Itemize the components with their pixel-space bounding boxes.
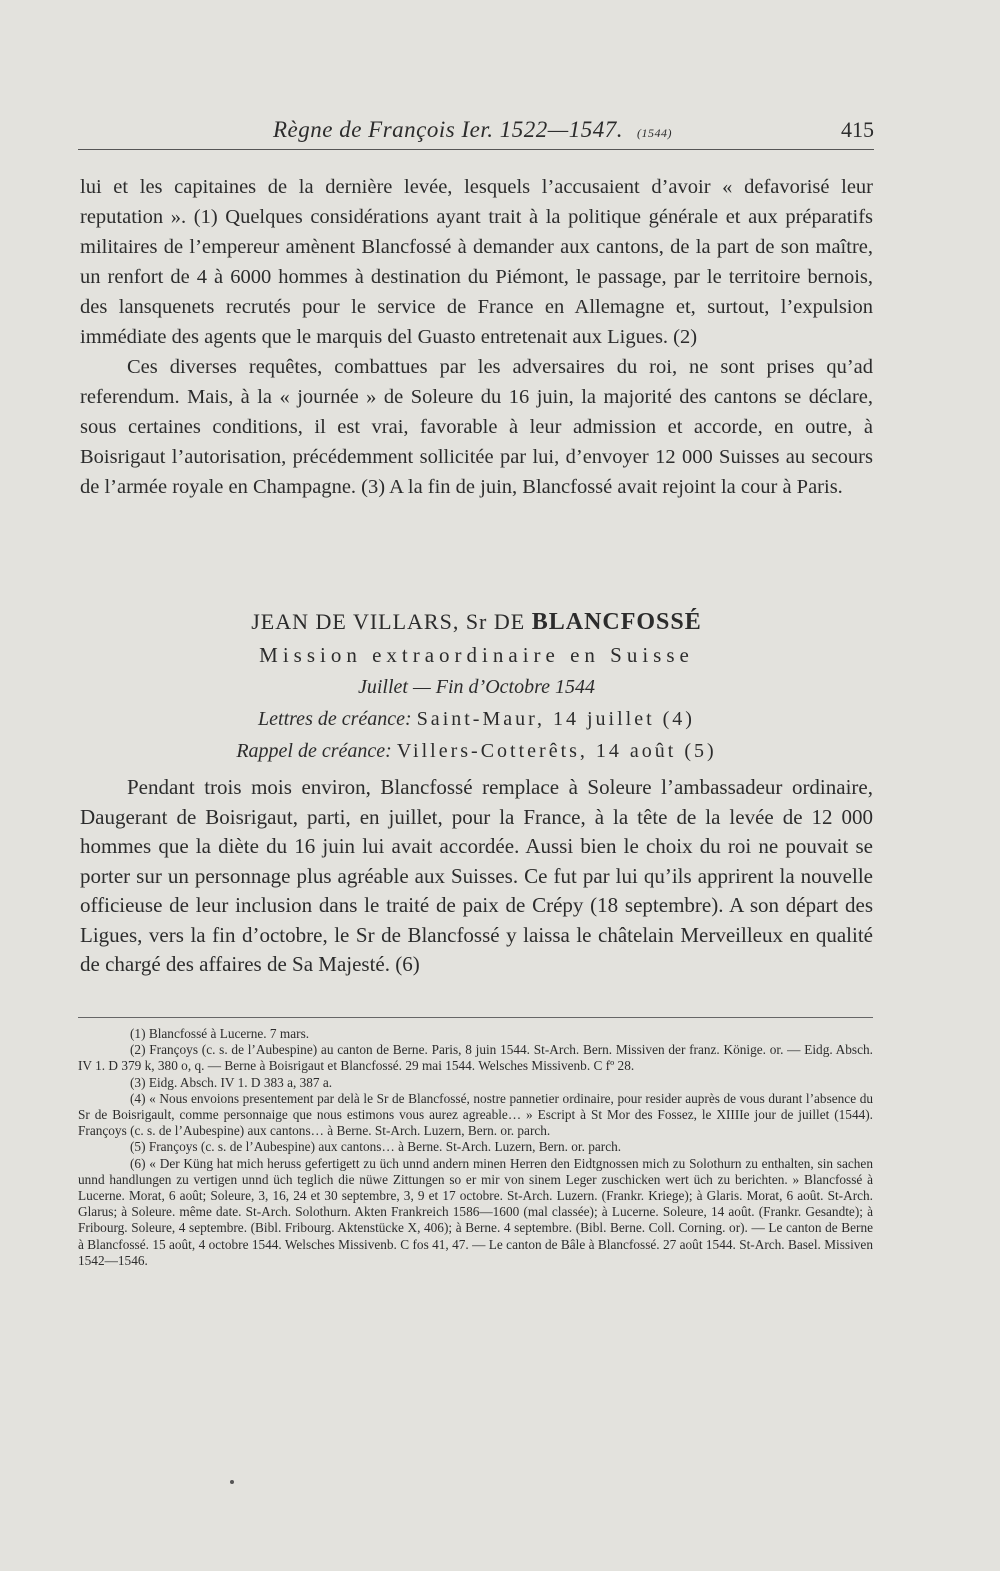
rappel-de-creance	[80, 735, 873, 767]
running-title-text: Règne de François Ier. 1522—1547.	[273, 117, 623, 142]
footnote: (3) Eidg. Absch. IV 1. D 383 a, 387 a.	[130, 1074, 333, 1090]
running-year: (1544)	[636, 126, 672, 140]
footnote: (6) « Der Küng hat mich heruss gefertigett zu üch unnd andern minen Herren den Eidtgnossen mich zu Solothurn zu enthalten, sin sachen unnd handlungen zu vertigen unnd üch teglich die nüwe Zittungen so er mir von sinem Leger zuschicken wert üch zu berichten. » Blancfossé à Lucerne. Morat, 6 août; Soleure, 3, 16, 24 et 30 septembre, 3, 9 et 17 octobre. St-Arch. Luzern. (Frankr. Kriege); à Glaris. Morat, 6 août. St-Arch. Glarus; à Soleure. même date. St-Arch. Solothurn. Akten Frankreich 1586—1600 (mal classée); à Lucerne. Soleure, 14 août. (Frankr. Gesandte); à Fribourg. Soleure, 4 septembre. (Bibl. Fribourg. Aktenstücke X, 406); à Berne. 4 septembre. (Bibl. Berne. Coll. Corning. or). — Le canton de Berne à Blancfossé. 15 août, 4 octobre 1544. Welsches Missivenb. C fos 41, 47. — Le canton de Bâle à Blancfossé. 27 août 1544. St-Arch. Basel. Missiven 1542—1546.	[78, 1155, 873, 1268]
paragraph: Pendant trois mois environ, Blancfossé remplace à Soleure l’ambassadeur ordinaire, Daugerant de Boisrigaut, parti, en juillet, pour la France, à la tête de la levée de 12 000 hommes que la diète du 16 juin lui avait accordée. Aussi bien le choix du roi ne pouvait se porter sur un personnage plus agréable aux Suisses. Ce fut par lui qu’ils apprirent la nouvelle officieuse de leur inclusion dans le traité de paix de Crépy (18 septembre). A son départ des Ligues, vers la fin d’octobre, le Sr de Blancfossé y laissa le châtelain Merveilleux en qualité de chargé des affaires de Sa Majesté. (6)	[80, 775, 873, 976]
page-speck	[230, 1480, 234, 1484]
mission-text	[80, 773, 873, 980]
intro-text	[80, 172, 873, 502]
footnote: (2) Françoys (c. s. de l’Aubespine) au canton de Berne. Paris, 8 juin 1544. St-Arch. Bern. Missiven der franz. Könige. or. — Eidg. Absch. IV 1. D 379 k, 380 o, q. — Berne à Boisrigaut et Blancfossé. 29 mai 1544. Welsches Missivenb. C fº 28.	[78, 1042, 873, 1074]
section-title	[80, 605, 873, 639]
page-number: 415	[841, 117, 874, 142]
lettres-de-creance	[80, 703, 873, 735]
footnote: (4) « Nous envoions presentement par delà le Sr de Blancfossé, nostre pannetier ordinaire, pour resider auprès de vous durant l’absence du Sr de Boisrigault, comme personnaige que nous estimons vous aurez agreable… » Escript à St Mor des Fossez, le XIIIIe jour de juillet (1544). Françoys (c. s. de l’Aubespine) aux cantons… à Berne. St-Arch. Luzern, Bern. or. parch.	[78, 1090, 873, 1139]
section-dates: Juillet — Fin d’Octobre 1544	[358, 676, 595, 698]
footnote: (5) Françoys (c. s. de l’Aubespine) aux cantons… à Berne. St-Arch. Luzern, Bern. or. parch.	[130, 1139, 622, 1155]
lettres-value: Saint-Maur, 14 juillet (4)	[416, 708, 695, 730]
section-title-name: BLANCFOSSÉ	[531, 609, 702, 635]
section-heading	[80, 605, 873, 767]
section-subtitle: Mission extraordinaire en Suisse	[259, 643, 694, 667]
running-head	[78, 115, 874, 150]
section-title-prefix: JEAN DE VILLARS, Sr DE	[251, 609, 526, 634]
rappel-label: Rappel de créance:	[236, 740, 392, 762]
paragraph: Ces diverses requêtes, combattues par les adversaires du roi, ne sont prises qu’ad referendum. Mais, à la « journée » de Soleure du 16 juin, la majorité des cantons se déclare, sous certaines conditions, il est vrai, favorable à leur admission et accorde, en outre, à Boisrigaut l’autorisation, précédemment sollicitée par lui, d’envoyer 12 000 Suisses au secours de l’armée royale en Champagne. (3) A la fin de juin, Blancfossé avait rejoint la cour à Paris.	[80, 356, 873, 498]
rappel-value: Villers-Cotterêts, 14 août (5)	[396, 740, 717, 762]
footnote: (1) Blancfossé à Lucerne. 7 mars.	[130, 1026, 310, 1041]
running-title	[273, 117, 672, 143]
lettres-label: Lettres de créance:	[258, 708, 412, 730]
footnote-divider	[78, 1017, 873, 1018]
footnotes	[78, 1026, 873, 1269]
paragraph: lui et les capitaines de la dernière levée, lesquels l’accusaient d’avoir « defavorisé leur reputation ». (1) Quelques considérations ayant trait à la politique générale et aux préparatifs militaires de l’empereur amènent Blancfossé à demander aux cantons, de la part de son maître, un renfort de 4 à 6000 hommes à destination du Piémont, le passage, par le territoire bernois, des lansquenets recrutés pour le service de France en Allemagne et, surtout, l’expulsion immédiate des agents que le marquis del Guasto entretenait aux Ligues. (2)	[80, 176, 873, 348]
